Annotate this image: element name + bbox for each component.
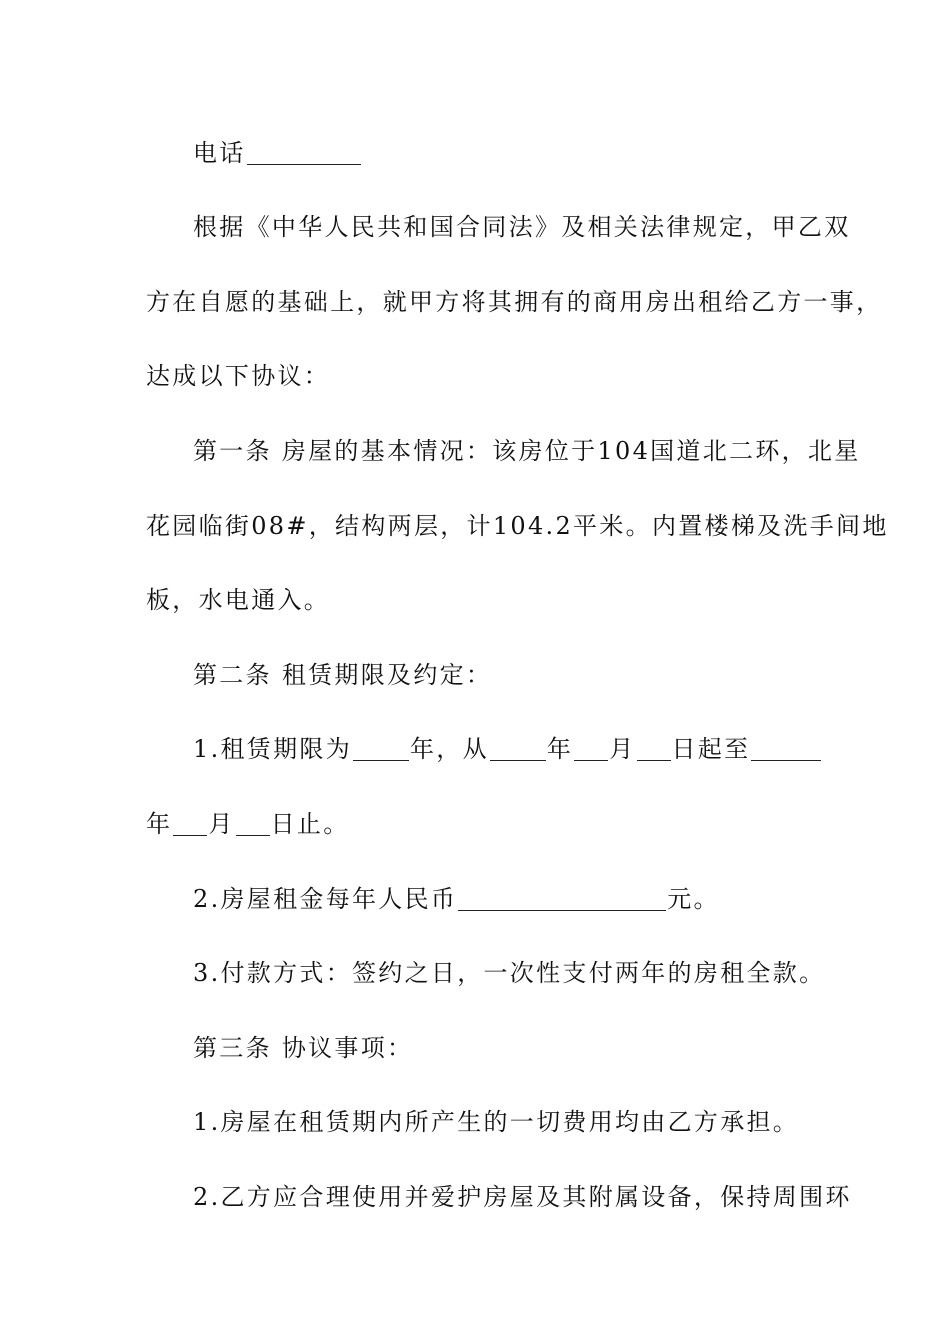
paragraph-line: 根据《中华人民共和国合同法》及相关法律规定，甲乙双 [193,213,851,241]
lease-term-text: 月 [609,735,636,763]
paragraph-line: 方在自愿的基础上，就甲方将其拥有的商用房出租给乙方一事， [146,288,883,316]
article-3-heading: 第三条 协议事项： [193,1034,414,1062]
rent-amount-blank [458,884,666,911]
lease-term-text: 年 [146,810,173,838]
lease-term-line [0,804,950,844]
agreement-item-line: 1.房屋在租赁期内所产生的一切费用均由乙方承担。 [193,1108,800,1136]
phone-label: 电话 [193,139,246,167]
rent-line [0,879,950,919]
paragraph-line: 达成以下协议： [146,362,331,390]
start-month-blank [574,734,608,761]
lease-term-text: 1.租赁期限为 [193,735,352,763]
phone-blank [247,138,361,165]
end-year-blank [751,734,821,761]
article-1-line: 第一条 房屋的基本情况：该房位于104国道北二环，北星 [193,437,861,465]
lease-term-line [0,729,950,769]
end-month-blank [173,809,207,836]
article-2-heading: 第二条 租赁期限及约定： [193,661,493,689]
end-day-blank [236,809,270,836]
article-1-line: 花园临街08#，结构两层，计104.2平米。内置楼梯及洗手间地 [146,512,889,540]
start-day-blank [637,734,671,761]
lease-term-text: 月 [208,810,235,838]
lease-term-text: 年 [546,735,574,763]
rent-text: 2.房屋租金每年人民币 [193,885,458,913]
lease-term-text: 年，从 [410,735,489,763]
agreement-item-line: 2.乙方应合理使用并爱护房屋及其附属设备，保持周围环 [193,1183,852,1211]
lease-term-text: 日起至 [671,735,751,763]
start-year-blank [490,734,546,761]
phone-line [0,133,950,173]
years-blank [353,734,409,761]
article-1-line: 板，水电通入。 [146,586,331,614]
lease-term-text: 日止。 [270,810,350,838]
payment-line: 3.付款方式：签约之日，一次性支付两年的房租全款。 [193,959,826,987]
rent-text: 元。 [667,885,720,913]
